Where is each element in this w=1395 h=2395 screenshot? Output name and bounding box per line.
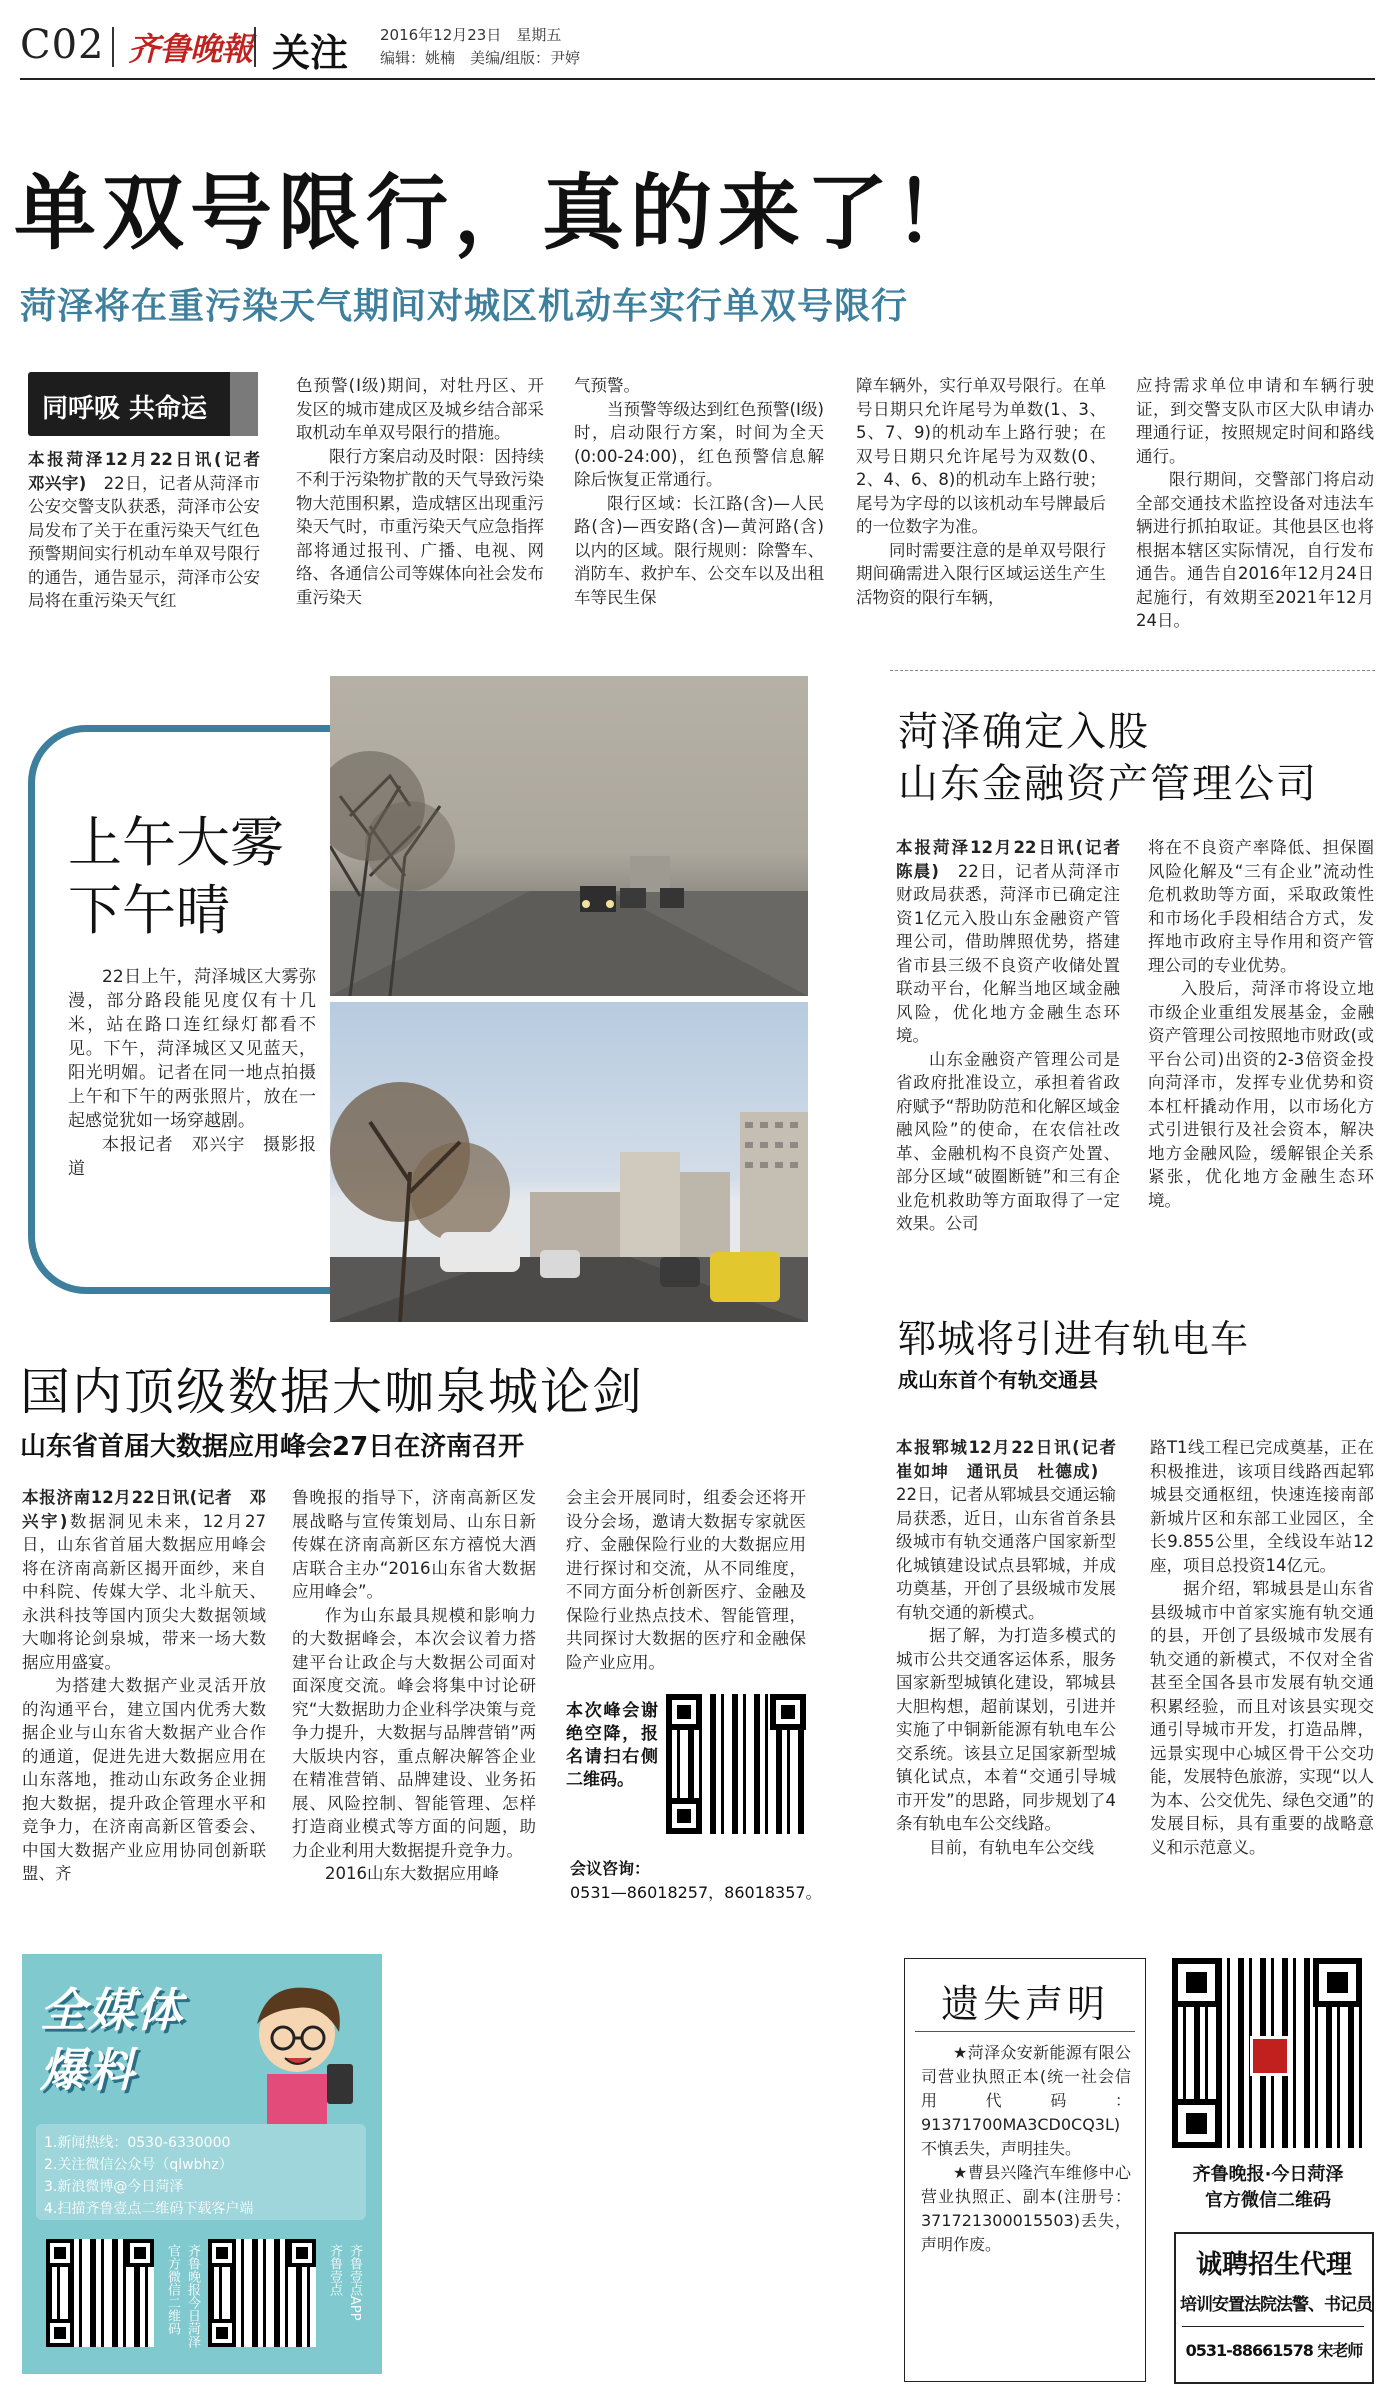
photo-morning-fog [330,676,808,996]
issue-date: 2016年12月23日 星期五 [380,26,562,44]
ad-qr1-label: 官方微信二维码 [165,2244,180,2335]
wechat-caption-1: 齐鲁晚报·今日菏泽 [1192,2164,1344,2185]
qr-finder [288,2239,316,2267]
finance-col-2-p1: 将在不良资产率降低、担保圈风险化解及“三有企业”流动性危机救助等方面，采取政策性和市场化手段相结合方式，发挥地市政府主导作用和资产管理公司的专业优势。 [1148,838,1374,975]
qr-finder [666,1694,702,1730]
lead-byline: 本报菏泽12月22日讯(记者 邓兴宇) [28,450,277,493]
finance-title-line2: 山东金融资产管理公司 [898,761,1318,807]
lead-col-3-p3: 限行区域：长江路(含)—人民路(含)—西安路(含)—黄河路(含)以内的区域。限行规则：除警车、消防车、救护车、公交车以及出租车等民生保 [574,493,824,607]
fog-caption [68,965,316,1181]
ad-qr2-sub: 齐鲁壹点APP [347,2244,362,2321]
paper-logo: 齐鲁晚報 [128,30,253,68]
tram-col-1-p2: 据了解，为打造多模式的城市公共交通客运体系，服务国家新型城镇化建设，郓城县大胆构想，超前谋划，引进并实施了中铜新能源有轨电车公交系统。该县立足国家新型城镇化试点，本着“交通引导城市开发”的思路，同步规划了4条有轨电车公交线路。 [896,1626,1116,1833]
fog-credit: 本报记者 邓兴宇 摄影报道 [68,1135,316,1179]
tram-col-2-p2: 据介绍，郓城县是山东省县级城市中首家实施有轨交通的县，开创了县级城市发展有轨交通的新模式，不仅对全省甚至全国各县市发展有轨交通积累经验，而且对该县实现交通引导城市开发，打造品牌，远景实现中心城区骨干公交功能，发展特色旅游，实现“以人为本、公交优先、绿色交通”的发展目标，具有重要的战略意义和示范意义。 [1150,1579,1374,1857]
qr-finder [126,2239,154,2267]
campaign-tag-text: 同呼吸 共命运 [42,394,208,424]
fog-scene-svg [330,676,808,996]
photo-afternoon-clear [330,1002,808,1322]
header-divider [254,27,256,67]
qr-finder [208,2319,236,2347]
qr-finder [1313,1958,1362,2007]
bigdata-subhead: 山东省首届大数据应用峰会27日在济南召开 [20,1432,525,1462]
editor-credits: 编辑：姚楠 美编/组版：尹婷 [380,49,581,67]
finance-col-1-text: 22日，记者从菏泽市财政局获悉，菏泽市已确定注资1亿元入股山东金融资产管理公司，借助牌照优势，搭建省市县三级不良资产收储处置联动平台，化解当地区域金融风险，优化地方金融生态环境。 [896,861,1120,1045]
ad-line-4: 4.扫描齐鲁壹点二维码下载客户端 [44,2201,254,2217]
bigdata-col-1-p2: 为搭建大数据产业灵活开放的沟通平台，建立国内优秀大数据企业与山东省大数据产业合作的通道，促进先进大数据应用在山东落地，推动山东政务企业拥抱大数据，提升政企管理水平和竞争力，在济南高新区管委会、中国大数据产业应用协同创新联盟、齐 [22,1676,266,1883]
ad-title-2: 爆料 [40,2043,136,2097]
bigdata-col-2-p2: 作为山东最具规模和影响力的大数据峰会，本次会议着力搭建平台让政企与大数据公司面对面深度交流。峰会将集中讨论研究“大数据助力企业科学决策与竞争力提升，大数据与品牌营销”两大版块内容，重点解决解答企业在精准营销、品牌建设、业务拓展、风险控制、智能管理、怎样打造商业模式等方面的问题，助力企业利用大数据提升竞争力。 [292,1605,536,1860]
lead-col-5 [1136,374,1374,633]
lead-col-3 [574,374,824,609]
tram-col-2-p1: 路T1线工程已完成奠基，正在积极推进，该项目线路西起郓城县交通枢纽，快速连接南部新城片区和东部工业园区，全长9.855公里，全线设车站12座，项目总投资14亿元。 [1150,1438,1374,1575]
bigdata-qr-note: 本次峰会谢绝空降，报名请扫右侧二维码。 [566,1701,658,1790]
section-name: 关注 [272,31,349,75]
bigdata-signup-qr[interactable] [666,1694,806,1834]
lead-col-2 [296,374,544,609]
tram-col-1 [896,1436,1133,1859]
section-separator [890,670,1375,671]
lead-col-2-p1: 色预警(Ⅰ级)期间，对牡丹区、开发区的城市建成区及城乡结合部采取机动车单双号限行的措施。 [296,376,544,442]
qr-finder [770,1694,806,1730]
wechat-official-qr[interactable] [1172,1958,1362,2148]
fog-title-line1: 上午大雾 [68,811,284,874]
bigdata-col-2-p1: 鲁晚报的指导下，济南高新区发展战略与宣传策划局、山东日新传媒在济南高新区东方禧悦大酒店联合主办“2016山东省大数据应用峰会”。 [292,1488,536,1601]
bigdata-col-3-p1: 会主会开展同时，组委会还将开设分会场，邀请大数据专家就医疗、金融保险行业的大数据应用进行探讨和交流，从不同维度，不同方面分析创新医疗、金融及保险行业热点技术、智能管理，共同探讨大数据的医疗和金融保险产业应用。 [566,1488,806,1672]
tram-subtitle: 成山东首个有轨交通县 [898,1368,1098,1392]
clear-scene-svg [330,1002,808,1322]
lost-notice-title: 遗失声明 [941,1982,1110,2026]
lead-col-4-p2: 同时需要注意的是单双号限行期间确需进入限行区域运送生产生活物资的限行车辆， [856,540,1106,607]
ad-line-3: 3.新浪微博@今日菏泽 [44,2179,184,2195]
bigdata-byline: 本报济南12月22日讯(记者 邓兴宇) [22,1488,266,1531]
qr-finder [1172,1958,1221,2007]
lead-col-5-p2: 限行期间，交警部门将启动全部交通技术监控设备对违法车辆进行抓拍取证。其他县区也将根据本辖区实际情况，自行发布通告。通告自2016年12月24日起施行，有效期至2021年12月24日。 [1136,470,1374,630]
lost-notice-box [904,1958,1146,2382]
tram-col-1-p3: 目前，有轨电车公交线 [929,1837,1094,1857]
qr-finder [666,1798,702,1834]
header-divider [112,27,114,67]
bigdata-contact-label: 会议咨询： [570,1859,651,1878]
lead-col-4 [856,374,1106,609]
bigdata-col-1 [22,1486,266,1886]
ad-qr1-sub: 齐鲁晚报今日菏泽 [185,2244,200,2348]
lead-col-3-p2: 当预警等级达到红色预警(Ⅰ级)时，启动限行方案，时间为全天(0:00-24:00)，红色预警信息解除后恢复正常通行。 [574,399,824,489]
lead-col-4-p1: 障车辆外，实行单双号限行。在单号日期只允许尾号为单数(1、3、5、7、9)的机动车上路行驶；在双号日期只允许尾号为双数(0、2、4、6、8)的机动车上路行驶；尾号为字母的以该机动车号牌最后的一位数字为准。 [856,376,1106,536]
header-rule [20,78,1375,80]
finance-col-1 [896,836,1137,1236]
lost-notice-rule [915,2031,1135,2032]
campaign-tag-stripe [230,372,258,436]
wechat-caption-2: 官方微信二维码 [1205,2190,1331,2211]
lead-col-2-p2: 限行方案启动及时限：因持续不利于污染物扩散的天气导致污染物大范围积累，造成辖区出现重污染天气时，市重污染天气应急指挥部将通过报刊、广播、电视、网络、各通信公司等媒体向社会发布重污染天 [296,446,544,607]
bigdata-col-3 [566,1486,806,1674]
bigdata-col-1-text: 数据洞见未来，12月27日，山东省首届大数据应用峰会将在济南高新区揭开面纱，来自中科院、传媒大学、北斗航天、永洪科技等国内顶尖大数据领域大咖将论剑泉城，带来一场大数据应用盛宴。 [22,1511,266,1672]
lead-col-5-p1: 应持需求单位申请和车辆行驶证，到交警支队市区大队申请办理通行证，按照规定时间和路线通行。 [1136,376,1374,466]
media-tips-ad [22,1954,382,2374]
lost-notice-items [921,2041,1131,2257]
qr-finder [46,2239,74,2267]
finance-col-2 [1148,836,1374,1212]
lead-headline: 单双号限行，真的来了！ [14,165,983,261]
lead-col-1-text: 22日，记者从菏泽市公安交警支队获悉，菏泽市公安局发布了关于在重污染天气红色预警期间实行机动车单双号限行的通告，通告显示，菏泽市公安局将在重污染天气红 [28,473,261,610]
recruit-rule [1182,2326,1364,2327]
bigdata-contact-phone: 0531—86018257，86018357。 [570,1883,822,1902]
ad-app-qr[interactable] [208,2239,316,2347]
qr-finder [46,2319,74,2347]
recruit-phone[interactable]: 0531-88661578 宋老师 [1185,2341,1363,2360]
fog-title-line2: 下午晴 [68,879,230,942]
qr-finder [1172,2099,1221,2148]
ad-title-1: 全媒体 [40,1983,184,2037]
tram-col-1-text: 22日，记者从郓城县交通运输局获悉，近日，山东省首条县级城市有轨交通落户国家新型化城镇建设试点县郓城，并成功奠基，开创了县级城市发展有轨交通的新模式。 [896,1461,1117,1622]
tram-col-2 [1150,1436,1374,1859]
finance-byline: 本报菏泽12月22日讯(记者 陈晨) [896,838,1137,881]
tram-title: 郓城将引进有轨电车 [898,1317,1250,1361]
ad-wechat-qr[interactable] [46,2239,154,2347]
qr-finder [208,2239,236,2267]
bigdata-col-2-p3: 2016山东大数据应用峰 [325,1864,499,1883]
ad-qr2-label: 齐鲁壹点 [327,2244,342,2296]
recruit-sub: 培训安置法院法警、书记员 [1180,2295,1372,2315]
ad-line-1: 1.新闻热线：0530-6330000 [44,2135,231,2151]
fog-caption-text: 22日上午，菏泽城区大雾弥漫，部分路段能见度仅有十几米，站在路口连红绿灯都看不见。下午，菏泽城区又见蓝天，阳光明媚。记者在同一地点拍摄上午和下午的两张照片，放在一起感觉犹如一场穿越剧。 [68,967,316,1131]
recruit-title: 诚聘招生代理 [1195,2250,1352,2280]
qr-center-logo [1250,2036,1290,2076]
lead-col-1 [28,448,277,613]
lead-subhead: 菏泽将在重污染天气期间对城区机动车实行单双号限行 [20,286,909,327]
lost-notice-item-2: ★曹县兴隆汽车维修中心营业执照正、副本(注册号：371721300015503)丢失，声明作废。 [921,2163,1131,2254]
page-number: C02 [20,22,105,68]
finance-title-line1: 菏泽确定入股 [898,709,1150,755]
recruit-ad [1174,2232,1374,2384]
finance-col-2-p2: 入股后，菏泽市将设立地市级企业重组发展基金，金融资产管理公司按照地市财政(或平台公司)出资的2-3倍资金投向菏泽市，发挥专业优势和资本杠杆撬动作用，以市场化方式引进银行及社会资本，解决地方金融风险，缓解银企关系紧张，优化地方金融生态环境。 [1148,979,1374,1210]
campaign-tag [28,372,258,436]
bigdata-headline: 国内顶级数据大咖泉城论剑 [20,1363,644,1421]
cartoon-person-illustration [227,1974,367,2124]
ad-line-2: 2.关注微信公众号（qlwbhz） [44,2157,233,2173]
lead-col-3-p1: 气预警。 [574,376,640,395]
bigdata-col-2 [292,1486,536,1886]
tram-byline: 本报郓城12月22日讯(记者 崔如坤 通讯员 杜德成) [896,1438,1133,1481]
finance-col-1-p2: 山东金融资产管理公司是省政府批准设立，承担着省政府赋予“帮助防范和化解区域金融风险”的使命，在农信社改革、金融机构不良资产处置、部分区域“破圈断链”和三有企业危机救助等方面取得了一定效果。公司 [896,1049,1120,1233]
lost-notice-item-1: ★菏泽众安新能源有限公司营业执照正本(统一社会信用代码：91371700MA3CD0CQ3L)不慎丢失，声明挂失。 [921,2043,1131,2158]
